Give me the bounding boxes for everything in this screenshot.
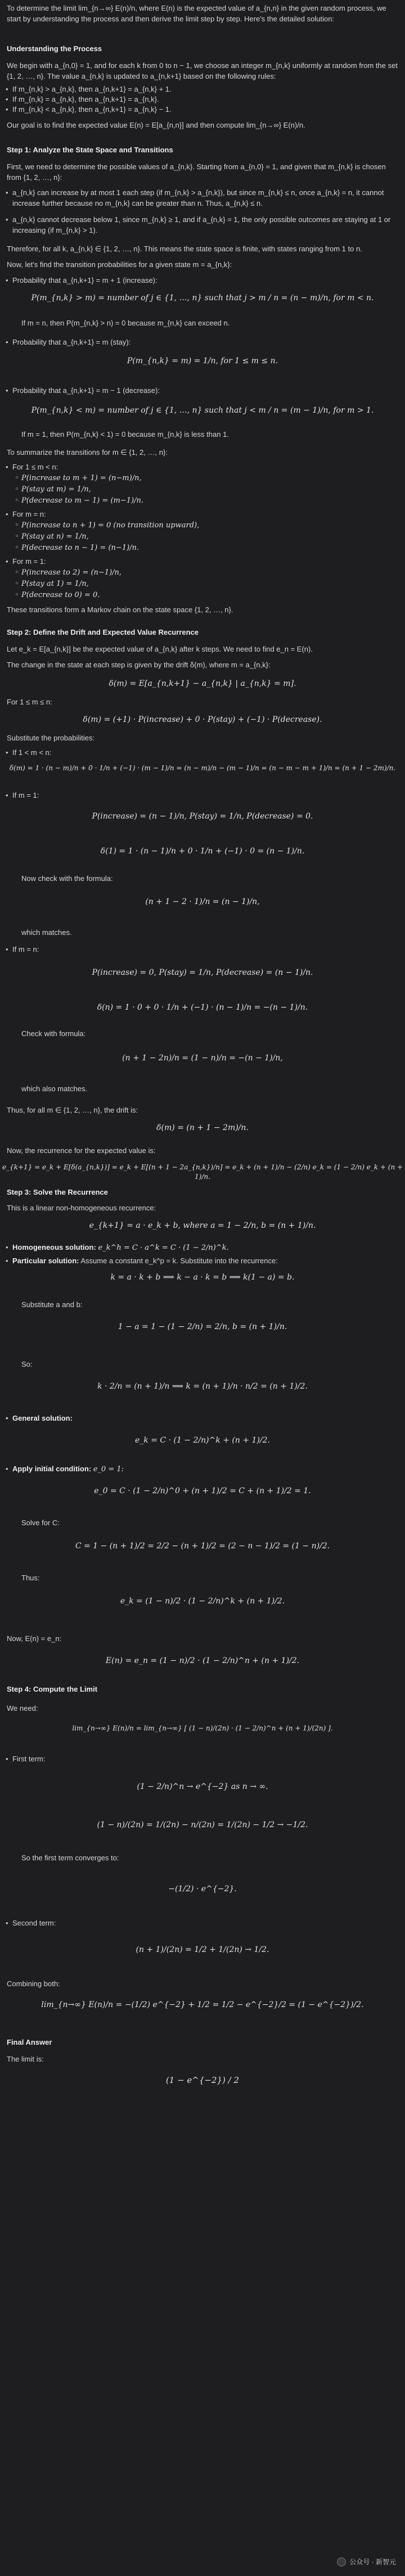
top-check-equation: (n + 1 − 2n)/n = (1 − n)/n = −(n − 1)/n, — [122, 1054, 283, 1063]
case-top-stay: ◦ P(stay at n) = 1/n, — [21, 532, 398, 543]
combined-limit-equation: lim_{n→∞} E(n)/n = −(1/2) e^{−2} + 1/2 = 1/2 − e^{−2}/2 = (1 − e^{−2})/2. — [41, 2000, 364, 2009]
first-term-result: −(1/2) · e^{−2}. — [168, 1884, 237, 1893]
homogeneous-solution — [12, 1242, 398, 1254]
closed-form-equation: e_k = (1 − n)/2 · (1 − 2/n)^k + (n + 1)/2. — [120, 1597, 285, 1606]
substitute-ab-label: Substitute a and b: — [21, 1300, 83, 1309]
case-top-increase: ◦ P(increase to n + 1) = 0 (no transition upward), — [21, 521, 398, 531]
bottom-case-probabilities: P(increase) = (n − 1)/n, P(stay) = 1/n, P(decrease) = 0. — [92, 812, 313, 821]
general-solution-equation: e_k = C · (1 − 2/n)^k + (n + 1)/2. — [135, 1436, 270, 1445]
case-interior-decrease: ◦ P(decrease to m − 1) = (m−1)/n. — [21, 496, 398, 507]
increase-prob-label: • Probability that a_{n,k+1} = m + 1 (increase): — [12, 275, 398, 286]
case-interior-label: • For 1 ≤ m < n: — [12, 462, 398, 473]
step2-paragraph-2: The change in the state at each step is given by the drift δ(m), where m = a_{n,k}: — [7, 661, 271, 669]
bottom-check-matches: which matches. — [21, 928, 72, 937]
bottom-case-drift: δ(1) = 1 · (n − 1)/n + 0 · 1/n + (−1) · 0 = (n − 1)/n. — [100, 847, 305, 856]
homogeneous-formula: e_k^h = C · a^k = C · (1 − 2/n)^k. — [98, 1244, 229, 1252]
case-bottom-decrease: ◦ P(decrease to 0) = 0. — [21, 590, 398, 601]
case-bottom-label: • For m = 1: — [12, 557, 398, 567]
top-case-label: • If m = n: — [12, 944, 398, 955]
substitute-ab-equation: 1 − a = 1 − (1 − 2/n) = 2/n, b = (n + 1)/n. — [118, 1322, 287, 1331]
drift-summary-label: Thus, for all m ∈ {1, 2, …, n}, the drift is: — [7, 1106, 138, 1114]
second-term-equation: (n + 1)/(2n) = 1/2 + 1/(2n) → 1/2. — [136, 1945, 269, 1954]
initial-condition-value: e_0 = 1: — [93, 1465, 124, 1474]
step2-paragraph-1: Let e_k = E[a_{n,k}] be the expected value of a_{n,k} after k steps. We need to find e_n = E(n). — [7, 645, 313, 653]
linear-recurrence-equation: e_{k+1} = a · e_k + b, where a = 1 − 2/n, b = (n + 1)/n. — [89, 1221, 316, 1230]
particular-value-equation: k · 2/n = (n + 1)/n ⟹ k = (n + 1)/n · n/2 = (n + 1)/2. — [97, 1382, 308, 1391]
first-term-label: • First term: — [12, 1754, 398, 1765]
initial-condition-label: Apply initial condition: — [12, 1465, 92, 1473]
case-bottom-increase: ◦ P(increase to 2) = (n−1)/n, — [21, 568, 398, 579]
decrease-prob-note: If m = 1, then P(m_{n,k} < 1) = 0 because m_{n,k} is less than 1. — [21, 430, 229, 439]
first-term-converges-label: So the first term converges to: — [21, 1854, 119, 1862]
rule-increase: • If m_{n,k} > a_{n,k}, then a_{n,k+1} = a_{n,k} + 1. — [12, 84, 398, 95]
particular-equation: k = a · k + b ⟹ k − a · k = b ⟹ k(1 − a) = b. — [110, 1273, 295, 1282]
en-equation: E(n) = e_n = (1 − n)/2 · (1 − 2/n)^n + (n + 1)/2. — [105, 1656, 300, 1665]
section-heading-step3: Step 3: Solve the Recurrence — [7, 1188, 108, 1196]
en-label: Now, E(n) = e_n: — [7, 1634, 62, 1643]
stay-prob-equation: P(m_{n,k} = m) = 1/n, for 1 ≤ m ≤ n. — [127, 356, 278, 365]
case-bottom-stay: ◦ P(stay at 1) = 1/n, — [21, 579, 398, 590]
top-check-label: Check with formula: — [21, 1029, 86, 1038]
state-space-paragraph: Therefore, for all k, a_{n,k} ∈ {1, 2, …, n}. This means the state space is finite, with states ranging from 1 to n. — [7, 245, 362, 253]
rule-decrease: • If m_{n,k} < a_{n,k}, then a_{n,k+1} = a_{n,k} − 1. — [12, 105, 398, 115]
need-label: We need: — [7, 1704, 38, 1712]
case-top-decrease: ◦ P(decrease to n − 1) = (n−1)/n. — [21, 543, 398, 554]
watermark-text: 公众号 · 新智元 — [349, 2557, 396, 2566]
step1-bullet-upper: • a_{n,k} can increase by at most 1 each step (if m_{n,k} > a_{n,k}), but since m_{n,k} ≤ n, once a_{n,k} = n, it cannot increase further because no m_{n,k} can be greater than n. Thus, a_{n,k} ≤ n. — [12, 188, 398, 209]
watermark — [337, 2557, 396, 2567]
initial-condition — [12, 1464, 398, 1475]
second-term-label: • Second term: — [12, 1918, 398, 1929]
section-heading-step1: Step 1: Analyze the State Space and Transitions — [7, 146, 173, 154]
section-heading-step2: Step 2: Define the Drift and Expected Value Recurrence — [7, 628, 199, 636]
drift-formula: δ(m) = (n + 1 − 2m)/n. — [156, 1123, 249, 1132]
drift-range-label: For 1 ≤ m ≤ n: — [7, 698, 52, 706]
recurrence-type-label: This is a linear non-homogeneous recurrence: — [7, 1204, 156, 1212]
increase-prob-note: If m = n, then P(m_{n,k} > n) = 0 because m_{n,k} can exceed n. — [21, 319, 230, 327]
decrease-prob-label: • Probability that a_{n,k+1} = m − 1 (decrease): — [12, 386, 398, 396]
rule-stay: • If m_{n,k} = a_{n,k}, then a_{n,k+1} = a_{n,k}. — [12, 94, 398, 105]
drift-expansion-equation: δ(m) = (+1) · P(increase) + 0 · P(stay) + (−1) · P(decrease). — [83, 715, 322, 724]
intro-paragraph: To determine the limit lim_{n→∞} E(n)/n, where E(n) is the expected value of a_{n,n} in the given random process, we start by understanding the process and then derive the limit step by step. Here's the detailed solution: — [7, 4, 386, 23]
combining-label: Combining both: — [7, 1980, 60, 1988]
case-interior-stay: ◦ P(stay at m) = 1/n, — [21, 485, 398, 495]
process-paragraph: We begin with a_{n,0} = 1, and for each k from 0 to n − 1, we choose an integer m_{n,k} uniformly at random from the set {1, 2, …, n}. The value a_{n,k} is updated to a_{n,k+1} based on the following rules: — [7, 61, 398, 80]
solve-c-equation: C = 1 − (n + 1)/2 = 2/2 − (n + 1)/2 = (2 − n − 1)/2 = (1 − n)/2. — [75, 1542, 330, 1551]
interior-drift-equation: δ(m) = 1 · (n − m)/n + 0 · 1/n + (−1) · (m − 1)/n = (n − m)/n − (m − 1)/n = (n − m − m + 1)/n = (n + 1 − 2m)/n. — [9, 764, 396, 772]
final-limit-label: The limit is: — [7, 2055, 44, 2063]
initial-condition-equation: e_0 = C · (1 − 2/n)^0 + (n + 1)/2 = C + (n + 1)/2 = 1. — [94, 1486, 311, 1495]
solve-c-label: Solve for C: — [21, 1519, 60, 1527]
general-solution-label: • General solution: — [12, 1413, 398, 1424]
bottom-check-label: Now check with the formula: — [21, 874, 113, 883]
section-heading-step4: Step 4: Compute the Limit — [7, 1685, 98, 1693]
recurrence-label: Now, the recurrence for the expected value is: — [7, 1146, 156, 1155]
top-case-probabilities: P(increase) = 0, P(stay) = 1/n, P(decrease) = (n − 1)/n. — [92, 968, 313, 977]
particular-solution — [12, 1256, 398, 1267]
homogeneous-label: Homogeneous solution: — [12, 1243, 96, 1251]
markov-chain-note: These transitions form a Markov chain on the state space {1, 2, …, n}. — [7, 605, 233, 614]
drift-definition-equation: δ(m) = E[a_{n,k+1} − a_{n,k} | a_{n,k} = m]. — [109, 679, 296, 688]
top-case-drift: δ(n) = 1 · 0 + 0 · 1/n + (−1) · (n − 1)/n = −(n − 1)/n. — [97, 1003, 308, 1012]
limit-expression: lim_{n→∞} E(n)/n = lim_{n→∞} [ (1 − n)/(2n) · (1 − 2/n)^n + (n + 1)/(2n) ]. — [72, 1724, 333, 1732]
goal-paragraph: Our goal is to find the expected value E(n) = E[a_{n,n}] and then compute lim_{n→∞} E(n)/n. — [7, 121, 305, 129]
recurrence-equation: e_{k+1} = e_k + E[δ(a_{n,k})] = e_k + E[(n + 1 − 2a_{n,k})/n] = e_k + (n + 1)/n − (2/n) e_k = (1 − 2/n) e_k + (n + 1)/n. — [2, 1163, 403, 1181]
case-top-label: • For m = n: — [12, 509, 398, 520]
decrease-prob-equation: P(m_{n,k} < m) = number of j ∈ {1, …, n} such that j < m / n = (m − 1)/n, for m > 1. — [31, 406, 374, 415]
transition-intro: Now, let's find the transition probabilities for a given state m = a_{n,k}: — [7, 260, 232, 269]
thus-label: Thus: — [21, 1574, 40, 1582]
step1-bullet-lower: • a_{n,k} cannot decrease below 1, since m_{n,k} ≥ 1, and if a_{n,k} = 1, the only possible outcomes are staying at 1 or increasing (if m_{n,k} > 1). — [12, 215, 398, 236]
so-label: So: — [21, 1360, 33, 1368]
bottom-check-equation: (n + 1 − 2 · 1)/n = (n − 1)/n, — [145, 897, 260, 906]
section-heading-final: Final Answer — [7, 2038, 52, 2046]
step1-paragraph: First, we need to determine the possible values of a_{n,k}. Starting from a_{n,0} = 1, and given that m_{n,k} is chosen from {1, 2, …, n}: — [7, 162, 386, 182]
section-heading-process: Understanding the Process — [7, 44, 102, 53]
stay-prob-label: • Probability that a_{n,k+1} = m (stay): — [12, 337, 398, 348]
final-answer-equation: (1 − e^{−2}) / 2 — [165, 2075, 240, 2085]
interior-case-label: • If 1 < m < n: — [12, 748, 398, 758]
first-term-limit-2: (1 − n)/(2n) = 1/(2n) − n/(2n) = 1/(2n) − 1/2 → −1/2. — [97, 1820, 308, 1829]
wechat-logo-icon — [337, 2557, 346, 2566]
substitute-label: Substitute the probabilities: — [7, 734, 95, 742]
particular-label: Particular solution: — [12, 1257, 79, 1265]
increase-prob-equation: P(m_{n,k} > m) = number of j ∈ {1, …, n} such that j > m / n = (n − m)/n, for m < n. — [31, 293, 374, 302]
top-check-matches: which also matches. — [21, 1084, 88, 1093]
particular-text: Assume a constant e_k^p = k. Substitute into the recurrence: — [80, 1257, 278, 1265]
first-term-limit-1: (1 − 2/n)^n → e^{−2} as n → ∞. — [137, 1782, 268, 1791]
transitions-summary-label: To summarize the transitions for m ∈ {1, 2, …, n}: — [7, 448, 168, 457]
bottom-case-label: • If m = 1: — [12, 790, 398, 801]
case-interior-increase: ◦ P(increase to m + 1) = (n−m)/n, — [21, 473, 398, 484]
